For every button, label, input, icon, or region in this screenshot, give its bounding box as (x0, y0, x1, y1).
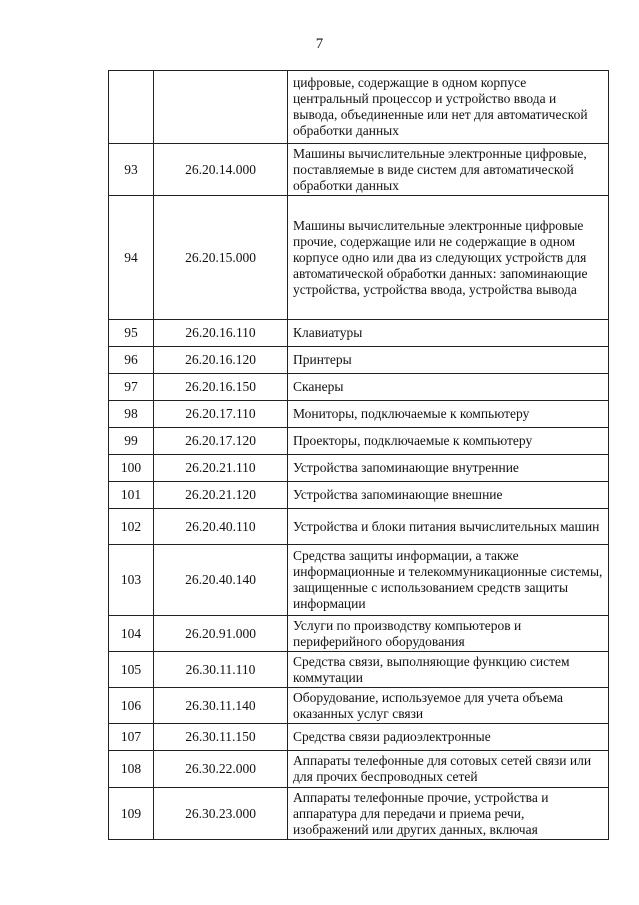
item-name: Аппараты телефонные для сотовых сетей связи или для прочих беспроводных сетей (288, 751, 609, 788)
okpd-code: 26.20.15.000 (154, 196, 288, 320)
item-name: Средства связи, выполняющие функцию систем коммутации (288, 652, 609, 688)
row-number: 105 (109, 652, 154, 688)
item-name: Клавиатуры (288, 320, 609, 347)
row-number: 95 (109, 320, 154, 347)
table-row (109, 455, 609, 482)
row-number: 108 (109, 751, 154, 788)
item-name: Устройства запоминающие внешние (288, 482, 609, 509)
okpd-code: 26.30.11.150 (154, 724, 288, 751)
table-row (109, 688, 609, 724)
okpd-code: 26.20.14.000 (154, 144, 288, 196)
okpd-code: 26.30.11.110 (154, 652, 288, 688)
okpd-code (154, 71, 288, 144)
okpd-code: 26.20.91.000 (154, 616, 288, 652)
row-number: 107 (109, 724, 154, 751)
table-row (109, 724, 609, 751)
okpd-code: 26.20.16.150 (154, 374, 288, 401)
table-row (109, 545, 609, 616)
page-number: 7 (315, 36, 324, 52)
table-row (109, 751, 609, 788)
item-name: Оборудование, используемое для учета объема оказанных услуг связи (288, 688, 609, 724)
okpd-code: 26.20.17.120 (154, 428, 288, 455)
row-number: 99 (109, 428, 154, 455)
table-row (109, 374, 609, 401)
row-number: 101 (109, 482, 154, 509)
item-name: Машины вычислительные электронные цифровые, поставляемые в виде систем для автоматической обработки данных (288, 144, 609, 196)
row-number: 97 (109, 374, 154, 401)
okpd-code: 26.20.16.120 (154, 347, 288, 374)
item-name: Сканеры (288, 374, 609, 401)
item-name: Услуги по производству компьютеров и периферийного оборудования (288, 616, 609, 652)
row-number: 109 (109, 788, 154, 840)
item-name: Устройства и блоки питания вычислительных машин (288, 509, 609, 545)
okpd-code: 26.30.11.140 (154, 688, 288, 724)
okpd-code: 26.20.21.120 (154, 482, 288, 509)
table-row (109, 509, 609, 545)
table-row (109, 347, 609, 374)
table-row (109, 320, 609, 347)
row-number: 103 (109, 545, 154, 616)
table-body (109, 71, 609, 840)
row-number: 106 (109, 688, 154, 724)
item-name: Аппараты телефонные прочие, устройства и аппаратура для передачи и приема речи, изображений или других данных, включая (288, 788, 609, 840)
item-name: цифровые, содержащие в одном корпусе центральный процессор и устройство ввода и вывода, объединенные или нет для автоматической обработки данных (288, 71, 609, 144)
row-number: 96 (109, 347, 154, 374)
table-row (109, 616, 609, 652)
okpd-code: 26.20.40.110 (154, 509, 288, 545)
row-number: 100 (109, 455, 154, 482)
row-number: 93 (109, 144, 154, 196)
item-name: Средства защиты информации, а также информационные и телекоммуникационные системы, защищенные с использованием средств защиты информации (288, 545, 609, 616)
item-name: Принтеры (288, 347, 609, 374)
row-number (109, 71, 154, 144)
table-row (109, 652, 609, 688)
table-row (109, 788, 609, 840)
item-name: Машины вычислительные электронные цифровые прочие, содержащие или не содержащие в одном корпусе одно или два из следующих устройств для автоматической обработки данных: запоминающие устройства, устройства ввода, устройства вывода (288, 196, 609, 320)
table-row (109, 196, 609, 320)
okpd-code: 26.30.22.000 (154, 751, 288, 788)
table-row (109, 482, 609, 509)
row-number: 98 (109, 401, 154, 428)
okpd-code: 26.30.23.000 (154, 788, 288, 840)
okpd-code: 26.20.21.110 (154, 455, 288, 482)
table-row (109, 71, 609, 144)
row-number: 94 (109, 196, 154, 320)
item-name: Мониторы, подключаемые к компьютеру (288, 401, 609, 428)
table-row (109, 144, 609, 196)
equipment-table (108, 70, 609, 840)
item-name: Средства связи радиоэлектронные (288, 724, 609, 751)
row-number: 102 (109, 509, 154, 545)
item-name: Устройства запоминающие внутренние (288, 455, 609, 482)
okpd-code: 26.20.16.110 (154, 320, 288, 347)
okpd-code: 26.20.40.140 (154, 545, 288, 616)
table-row (109, 428, 609, 455)
row-number: 104 (109, 616, 154, 652)
item-name: Проекторы, подключаемые к компьютеру (288, 428, 609, 455)
table-row (109, 401, 609, 428)
okpd-code: 26.20.17.110 (154, 401, 288, 428)
